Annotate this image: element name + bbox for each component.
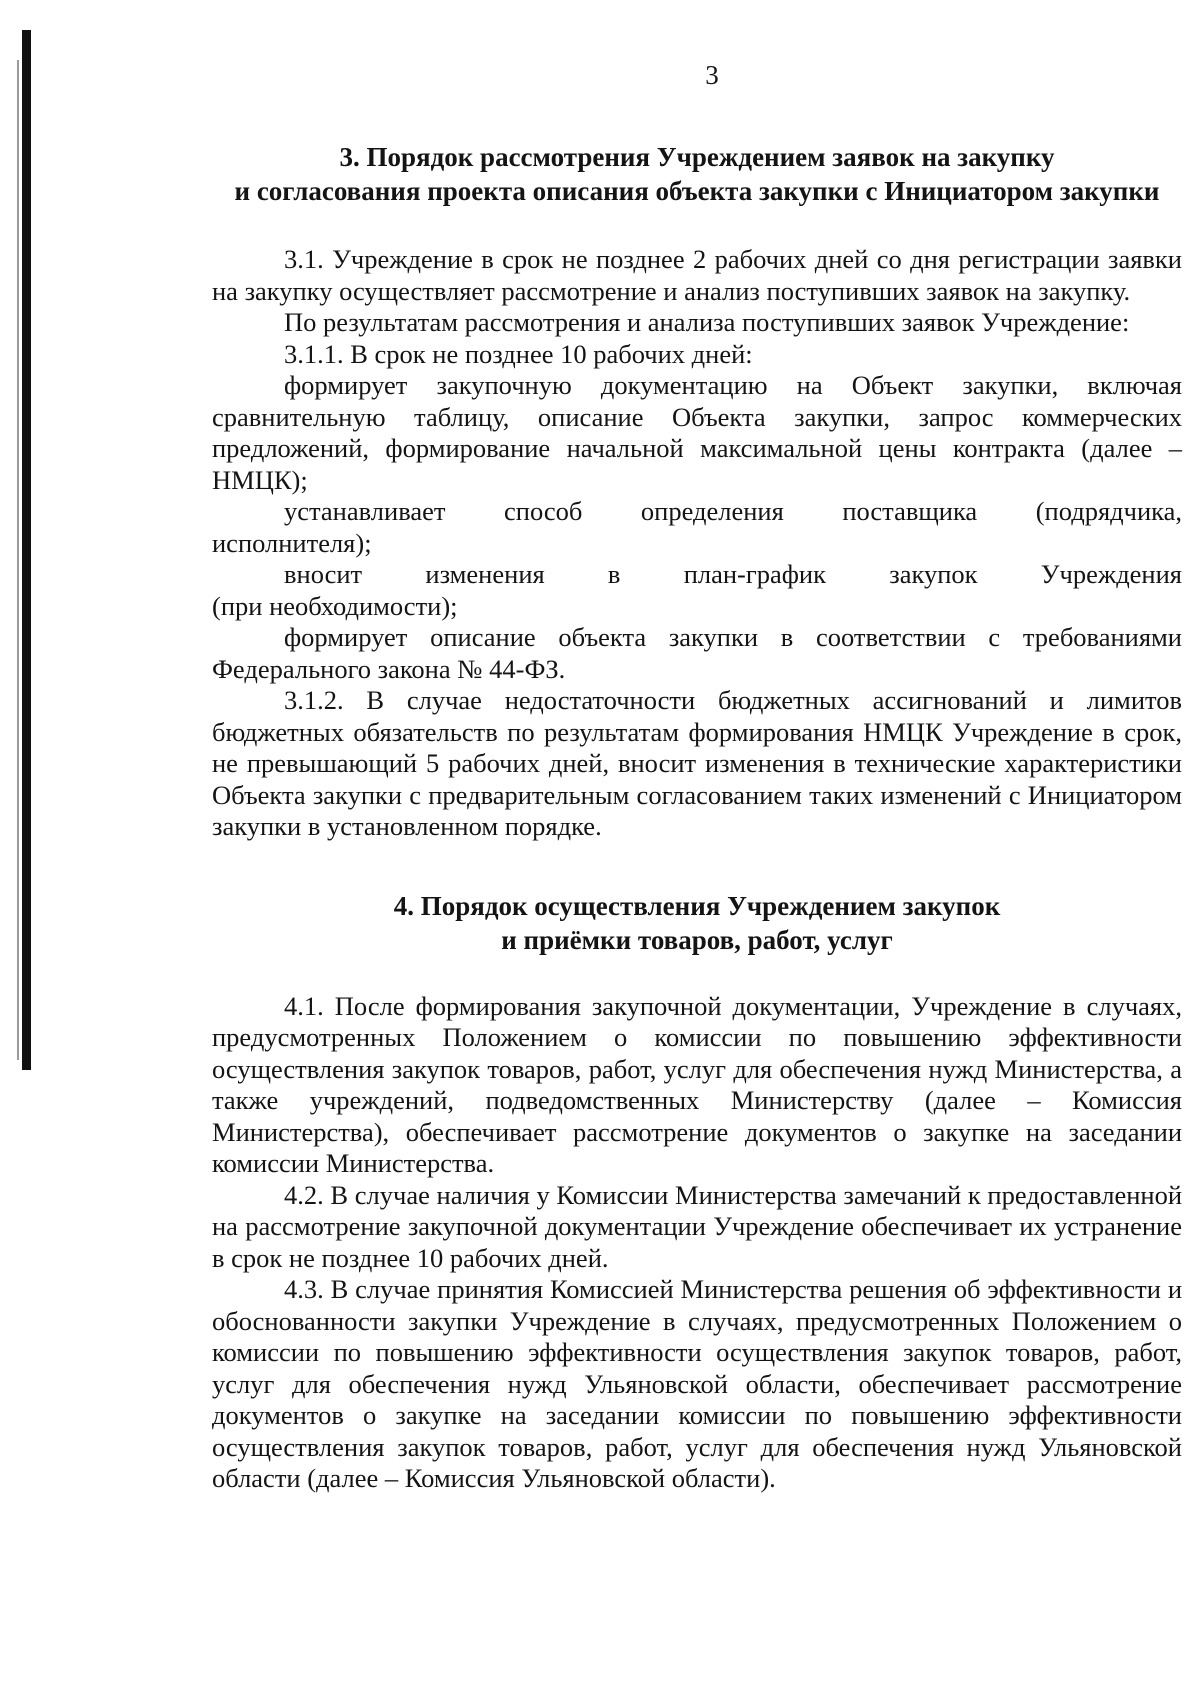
section-3-title-line-2: и согласования проекта описания объекта закупки с Инициатором закупки — [234, 176, 1160, 206]
page-number: 3 — [705, 60, 719, 90]
section-4-title-line-1: 4. Порядок осуществления Учреждением закупок — [393, 890, 1001, 921]
paragraph-sets-method-line-1: устанавливает способ определения поставщика (подрядчика, — [284, 496, 1182, 526]
paragraph-3-1: 3.1. Учреждение в срок не позднее 2 рабочих дней со дня регистрации заявки на закупку осуществляет рассмотрение и анализ поступивших заявок на закупку. — [212, 244, 1182, 306]
paragraph-4-3: 4.3. В случае принятия Комиссией Министерства решения об эффективности и обоснованности закупки Учреждение в случаях, предусмотренных Положением о комиссии по повышению эффективности осуществления закупок товаров, работ, услуг для обеспечения нужд Ульяновской области, обеспечивает рассмотрение документов о закупке на заседании комиссии по повышению эффективности осуществления закупок товаров, работ, услуг для обеспечения нужд Ульяновской области (далее – Комиссия Ульяновской области). — [212, 1274, 1182, 1493]
scan-binding-shadow — [17, 60, 19, 1060]
paragraph-forms-documentation: формирует закупочную документацию на Объект закупки, включая сравнительную таблицу, описание Объекта закупки, запрос коммерческих предложений, формирование начальной максимальной цены контракта (далее – НМЦК); — [212, 370, 1182, 495]
paragraph-4-1: 4.1. После формирования закупочной документации, Учреждение в случаях, предусмотренных Положением о комиссии по повышению эффективности осуществления закупок товаров, работ, услуг для обеспечения нужд Министерства, а также учреждений, подведомственных Министерству (далее – Комиссия Министерства), обеспечивает рассмотрение документов о закупке на заседании комиссии Министерства. — [212, 990, 1182, 1178]
paragraph-amends-plan-line-2: (при необходимости); — [212, 590, 458, 621]
scan-binding-edge — [22, 30, 31, 1070]
paragraph-sets-method-line-2: исполнителя); — [212, 527, 372, 558]
document-page — [212, 58, 1182, 1495]
section-4-title — [212, 889, 1182, 957]
paragraph-3-1-2: 3.1.2. В случае недостаточности бюджетных ассигнований и лимитов бюджетных обязательств по результатам формирования НМЦК Учреждение в срок, не превышающий 5 рабочих дней, вносит изменения в технические характеристики Объекта закупки с предварительным согласованием таких изменений с Инициатором закупки в установленном порядке. — [212, 685, 1182, 841]
section-3-body — [212, 244, 1182, 843]
paragraph-4-2: 4.2. В случае наличия у Комиссии Министерства замечаний к предоставленной на рассмотрение закупочной документации Учреждение обеспечивает их устранение в срок не позднее 10 рабочих дней. — [212, 1179, 1182, 1273]
section-4-title-line-2: и приёмки товаров, работ, услуг — [501, 924, 893, 955]
section-3-title-line-1: 3. Порядок рассмотрения Учреждением заявок на закупку — [339, 142, 1055, 172]
paragraph-forms-description: формирует описание объекта закупки в соответствии с требованиями Федерального закона № 44-ФЗ. — [212, 622, 1182, 684]
paragraph-amends-plan-line-1: вносит изменения в план-график закупок Учреждения — [284, 559, 1182, 589]
paragraph-3-1-results: По результатам рассмотрения и анализа поступивших заявок Учреждение: — [284, 307, 1130, 337]
section-3-title — [212, 140, 1182, 208]
paragraph-3-1-1: 3.1.1. В срок не позднее 10 рабочих дней: — [284, 338, 753, 369]
section-4-body — [212, 991, 1182, 1495]
